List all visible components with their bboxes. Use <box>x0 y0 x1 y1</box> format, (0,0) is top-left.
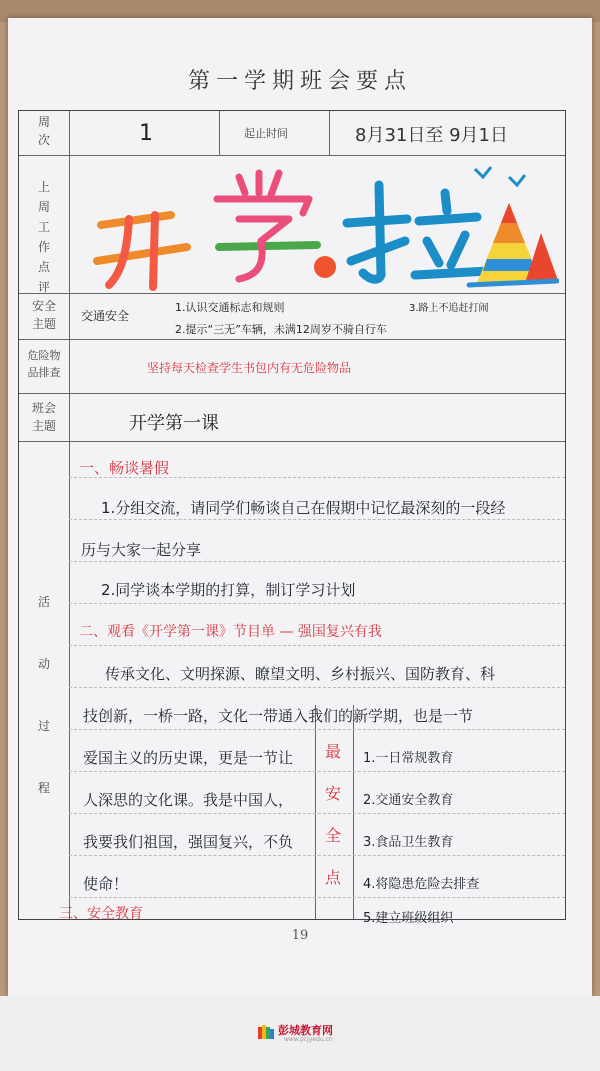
la-character <box>347 185 489 279</box>
week-label-text: 周次 <box>37 115 50 147</box>
xue-character <box>217 173 336 279</box>
paragraph-line: 传承文化、文明探源、瞭望文明、乡村振兴、国防教育、科 <box>105 665 496 683</box>
class-topic-label-text: 班会主题 <box>31 401 56 433</box>
column-divider <box>353 705 354 919</box>
week-label <box>19 113 69 149</box>
vertical-label-char: 点 <box>325 868 342 887</box>
watermark-url: www.pcjyedu.cn <box>284 1036 333 1043</box>
school-start-banner <box>89 163 559 291</box>
activity-label-text: 活动过程 <box>37 595 50 795</box>
vertical-label-char: 安 <box>325 784 342 803</box>
writing-rule <box>69 855 565 856</box>
class-meeting-table <box>18 110 566 926</box>
writing-rule <box>69 771 565 772</box>
safety-list-item: 1.一日常规教育 <box>363 751 454 766</box>
last-week-label <box>19 177 69 297</box>
class-topic-label <box>19 399 69 435</box>
safety-list-item: 4.将隐患危险去排查 <box>363 877 480 892</box>
hazard-label <box>19 347 69 381</box>
writing-rule <box>69 897 565 898</box>
activity-line-1: 1.分组交流，请同学们畅谈自己在假期中记忆最深刻的一段经 <box>101 499 506 517</box>
writing-rule <box>69 813 565 814</box>
safety-label <box>19 297 69 333</box>
page-number: 19 <box>291 928 309 943</box>
activity-label <box>19 571 69 819</box>
row-divider <box>19 339 565 340</box>
kai-character <box>97 215 187 287</box>
vertical-label-char: 全 <box>325 826 342 845</box>
safety-item-2: 2.提示“三无”车辆，未满12周岁不骑自行车 <box>175 323 387 336</box>
writing-rule <box>69 561 565 562</box>
paragraph-line: 使命！ <box>83 875 129 893</box>
site-watermark <box>232 1020 372 1046</box>
safety-label-text: 安全主题 <box>31 299 56 331</box>
hazard-label-text: 危险物品排查 <box>27 349 61 379</box>
activity-line-2: 历与大家一起分享 <box>81 541 202 559</box>
hazard-check-text: 坚持每天检查学生书包内有无危险物品 <box>147 361 352 375</box>
safety-item-3: 3.路上不追赶打闹 <box>409 303 489 314</box>
row-divider <box>19 155 565 156</box>
week-value: 1 <box>139 121 153 146</box>
writing-rule <box>69 729 565 730</box>
time-label: 起止时间 <box>244 127 288 140</box>
safety-list-item: 3.食品卫生教育 <box>363 835 454 850</box>
safety-list-item: 5.建立班级组织 <box>363 911 454 926</box>
paragraph-line: 我要我们祖国，强国复兴，不负 <box>83 833 294 851</box>
writing-rule <box>69 603 565 604</box>
safety-topic: 交通安全 <box>81 309 130 323</box>
last-week-label-text: 上周工作点评 <box>37 180 50 294</box>
column-divider <box>219 111 220 155</box>
vertical-label-char: 最 <box>325 742 342 761</box>
activity-section-2: 二、观看《开学第一课》节目单 — 强国复兴有我 <box>79 624 382 640</box>
column-divider <box>329 111 330 155</box>
class-topic-text: 开学第一课 <box>129 413 219 434</box>
paragraph-line: 人深思的文化课。我是中国人， <box>83 791 294 809</box>
paragraph-line: 爱国主义的历史课，更是一节让 <box>83 749 294 767</box>
activity-line-3: 2.同学谈本学期的打算，制订学习计划 <box>101 581 356 599</box>
writing-rule <box>69 687 565 688</box>
row-divider <box>19 393 565 394</box>
row-divider <box>19 441 565 442</box>
page-title: 第一学期班会要点 <box>187 69 412 94</box>
safety-item-1: 1.认识交通标志和规则 <box>175 301 285 314</box>
safety-list-item: 2.交通安全教育 <box>363 793 454 808</box>
column-divider <box>315 705 316 919</box>
site-logo-icon <box>258 1023 274 1039</box>
row-divider <box>19 293 565 294</box>
watermark-text: 彭城教育网 <box>278 1024 333 1037</box>
activity-section-1: 一、畅谈暑假 <box>79 459 170 477</box>
label-column-divider <box>69 111 70 919</box>
paragraph-line: 技创新，一桥一路，文化一带通入我们的新学期，也是一节 <box>83 707 474 725</box>
time-value: 8月31日至 9月1日 <box>355 125 508 146</box>
writing-rule <box>69 519 565 520</box>
activity-section-3: 三、安全教育 <box>59 906 143 922</box>
writing-rule <box>69 645 565 646</box>
